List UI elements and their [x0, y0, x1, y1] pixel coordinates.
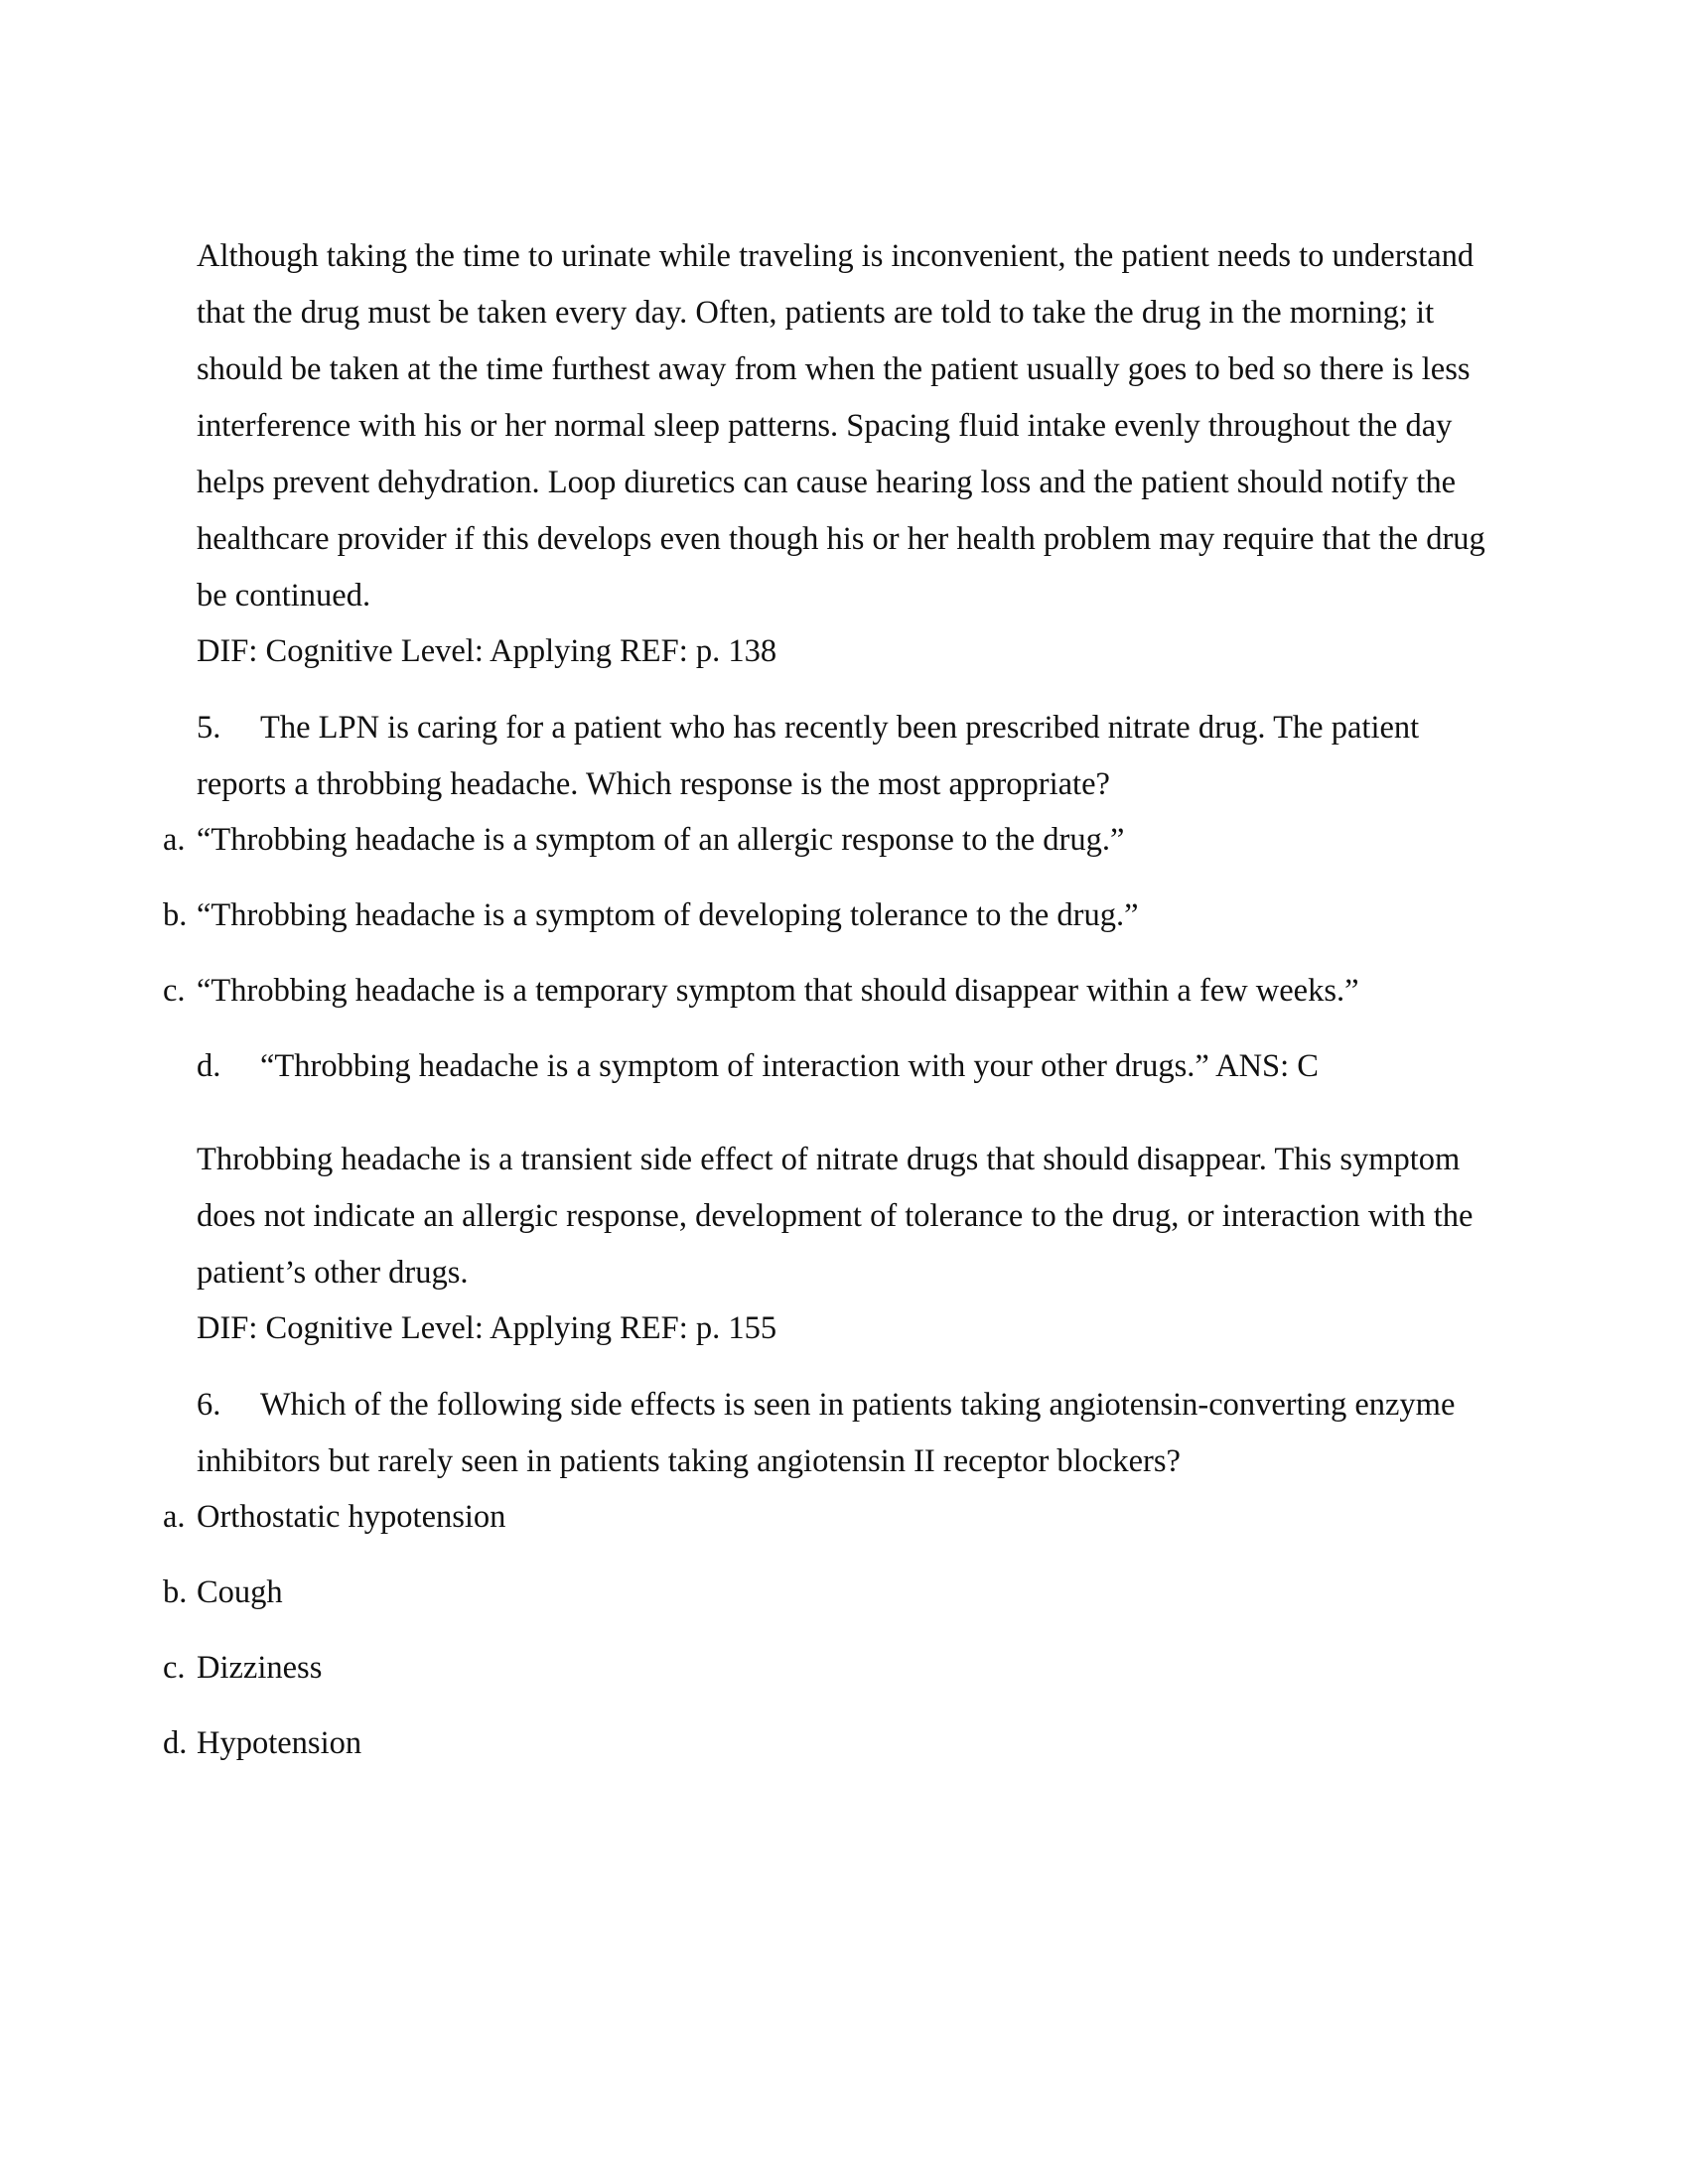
option-letter: a.: [163, 822, 186, 858]
option-c: [163, 971, 1359, 1011]
option-text: Cough: [197, 1574, 283, 1610]
option-c: [163, 1648, 322, 1688]
dif-reference: DIF: Cognitive Level: Applying REF: p. 138: [197, 633, 777, 669]
option-text: “Throbbing headache is a symptom of an allergic response to the drug.”: [197, 822, 1125, 858]
option-letter: c.: [163, 973, 186, 1009]
option-a: [163, 1497, 505, 1537]
option-text: Dizziness: [197, 1650, 323, 1686]
option-letter: d.: [197, 1048, 221, 1084]
option-text: Hypotension: [197, 1725, 362, 1761]
question-stem: [197, 700, 1507, 813]
question-text: Which of the following side effects is seen in patients taking angiotensin-converting enzyme inhibitors but rarely seen in patients taking angiotensin II receptor blockers?: [197, 1387, 1456, 1479]
option-letter: b.: [163, 897, 188, 933]
option-letter: b.: [163, 1574, 188, 1610]
option-text: “Throbbing headache is a symptom of interaction with your other drugs.” ANS: C: [260, 1048, 1319, 1084]
option-b: [163, 895, 1139, 935]
option-text: “Throbbing headache is a symptom of developing tolerance to the drug.”: [197, 897, 1139, 933]
question-number: 6.: [197, 1387, 221, 1423]
option-b: [163, 1572, 283, 1612]
option-letter: a.: [163, 1499, 186, 1535]
option-letter: d.: [163, 1725, 188, 1761]
option-text: “Throbbing headache is a temporary symptom that should disappear within a few weeks.”: [197, 973, 1359, 1009]
explanation-paragraph: Although taking the time to urinate while traveling is inconvenient, the patient needs to understand that the drug must be taken every day. Often, patients are told to take the drug in the morning; it should be taken at the time furthest away from when the patient usually goes to bed so there is less interference with his or her normal sleep patterns. Spacing fluid intake evenly throughout the day helps prevent dehydration. Loop diuretics can cause hearing loss and the patient should notify the healthcare provider if this develops even though his or her health problem may require that the drug be continued.: [197, 238, 1485, 614]
rationale-paragraph: Throbbing headache is a transient side effect of nitrate drugs that should disappear. This symptom does not indicate an allergic response, development of tolerance to the drug, or interaction with the patient’s other drugs.: [197, 1142, 1474, 1291]
dif-reference: DIF: Cognitive Level: Applying REF: p. 155: [197, 1310, 777, 1346]
option-letter: c.: [163, 1650, 186, 1686]
option-d: [197, 1046, 1319, 1086]
option-d: [163, 1723, 361, 1763]
question-text: The LPN is caring for a patient who has recently been prescribed nitrate drug. The patient reports a throbbing headache. Which response is the most appropriate?: [197, 710, 1420, 802]
question-stem: [197, 1377, 1507, 1490]
option-text: Orthostatic hypotension: [197, 1499, 506, 1535]
question-number: 5.: [197, 710, 221, 746]
option-a: [163, 820, 1124, 860]
